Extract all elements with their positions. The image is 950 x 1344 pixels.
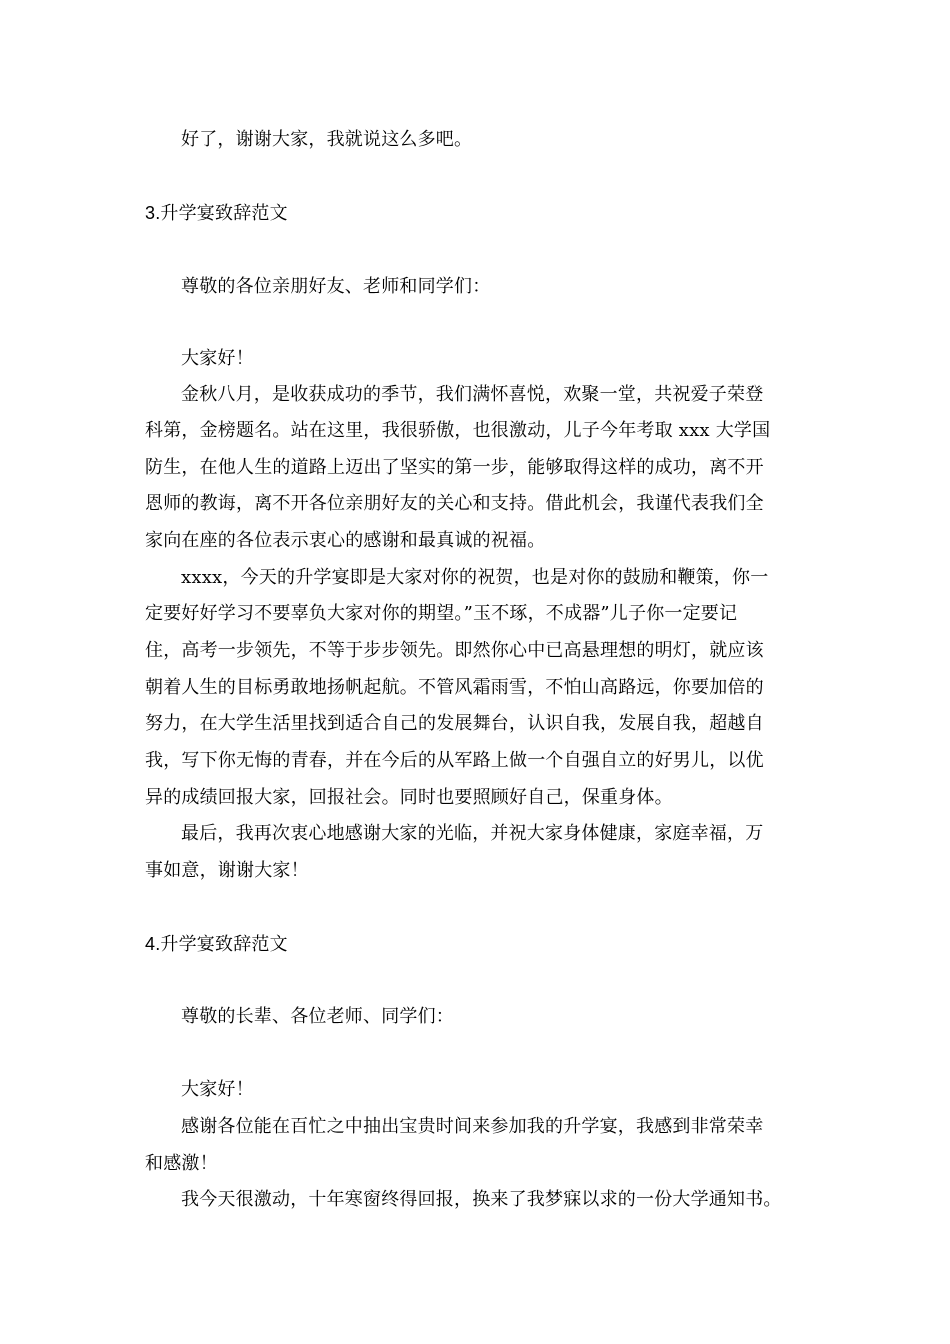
salutation: 尊敬的各位亲朋好友、老师和同学们：: [181, 276, 491, 297]
paragraph-line: 我今天很激动，十年寒窗终得回报，换来了我梦寐以求的一份大学通知书。: [181, 1189, 782, 1210]
paragraph-line: 和感激！: [145, 1153, 218, 1174]
paragraph-line: 最后，我再次衷心地感谢大家的光临，并祝大家身体健康，家庭幸福，万: [181, 823, 764, 844]
paragraph-line: 金秋八月，是收获成功的季节，我们满怀喜悦，欢聚一堂，共祝爱子荣登: [181, 384, 764, 405]
paragraph-closing: 好了，谢谢大家，我就说这么多吧。: [181, 129, 473, 150]
paragraph-line: 住，高考一步领先，不等于步步领先。即然你心中已高悬理想的明灯，就应该: [145, 640, 764, 661]
paragraph-line: 事如意，谢谢大家！: [145, 860, 309, 881]
greeting: 大家好！: [181, 348, 254, 369]
greeting: 大家好！: [181, 1079, 254, 1100]
paragraph-line: 定要好好学习不要辜负大家对你的期望。”玉不琢，不成器”儿子你一定要记: [145, 603, 738, 624]
paragraph-line: 感谢各位能在百忙之中抽出宝贵时间来参加我的升学宴，我感到非常荣幸: [181, 1116, 764, 1137]
paragraph-line: 异的成绩回报大家，回报社会。同时也要照顾好自己，保重身体。: [145, 787, 673, 808]
paragraph-line: 科第，金榜题名。站在这里，我很骄傲，也很激动，儿子今年考取 xxx 大学国: [145, 420, 771, 441]
paragraph-line: 家向在座的各位表示衷心的感谢和最真诚的祝福。: [145, 530, 546, 551]
paragraph-line: 我，写下你无悔的青春，并在今后的从军路上做一个自强自立的好男儿，以优: [145, 750, 764, 771]
salutation: 尊敬的长辈、各位老师、同学们：: [181, 1006, 454, 1027]
paragraph-line: xxxx，今天的升学宴即是大家对你的祝贺，也是对你的鼓励和鞭策，你一: [181, 567, 769, 588]
paragraph-line: 恩师的教诲，离不开各位亲朋好友的关心和支持。借此机会，我谨代表我们全: [145, 493, 764, 514]
paragraph-line: 朝着人生的目标勇敢地扬帆起航。不管风霜雨雪，不怕山高路远，你要加倍的: [145, 677, 764, 698]
paragraph-line: 防生，在他人生的道路上迈出了坚实的第一步，能够取得这样的成功，离不开: [145, 457, 764, 478]
section-heading-4: 4.升学宴致辞范文: [145, 934, 288, 954]
paragraph-line: 努力，在大学生活里找到适合自己的发展舞台，认识自我，发展自我，超越自: [145, 713, 764, 734]
section-heading-3: 3.升学宴致辞范文: [145, 203, 288, 223]
